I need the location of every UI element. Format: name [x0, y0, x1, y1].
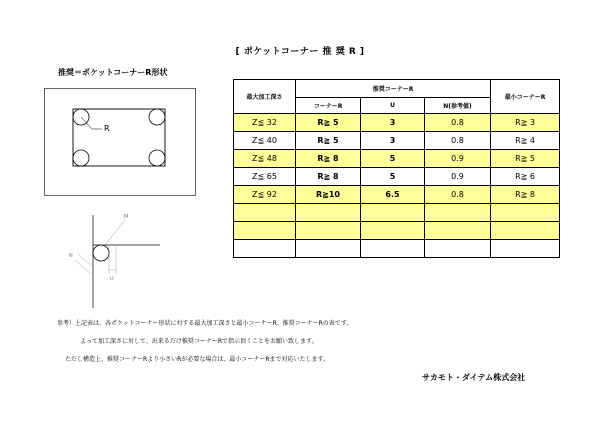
- cell-min: R≧ 8: [491, 186, 560, 204]
- corner-r-table: [233, 79, 560, 258]
- cell-corner: R≧ 5: [296, 114, 361, 132]
- header-n-ref: N(参考値): [425, 98, 491, 114]
- table-row: [234, 132, 560, 150]
- table-header-row: [234, 80, 560, 98]
- diagram-heading: 推奨＝ポケットコーナーR形状: [58, 68, 168, 77]
- table-row: [234, 150, 560, 168]
- cell-n: [425, 204, 491, 222]
- cell-min: [491, 204, 560, 222]
- pocket-corner-diagram: [44, 88, 196, 196]
- cell-n: [425, 222, 491, 240]
- cell-min: R≧ 4: [491, 132, 560, 150]
- cell-n: [425, 240, 491, 258]
- cell-depth: Z≦ 40: [234, 132, 296, 150]
- cell-depth: [234, 240, 296, 258]
- cell-u: [361, 204, 425, 222]
- cell-min: R≧ 3: [491, 114, 560, 132]
- table-row: [234, 186, 560, 204]
- cell-u: [361, 222, 425, 240]
- cell-corner: R≧ 5: [296, 132, 361, 150]
- cell-depth: Z≦ 65: [234, 168, 296, 186]
- cell-n: 0.8: [425, 114, 491, 132]
- cell-corner: R≧10: [296, 186, 361, 204]
- company-name: サカモト・ダイテム株式会社: [422, 373, 526, 382]
- table-row: [234, 114, 560, 132]
- cell-u: 5: [361, 168, 425, 186]
- note-line-2: よって加工深さに対して、出来るだけ推奨コーナーRで指示頂くことをお願い致します。: [80, 338, 318, 345]
- n-label: N: [69, 253, 73, 259]
- table-row: [234, 222, 560, 240]
- cell-u: 3: [361, 132, 425, 150]
- header-max-depth: 最大加工深さ: [234, 80, 296, 114]
- cell-n: 0.9: [425, 150, 491, 168]
- cell-n: 0.9: [425, 168, 491, 186]
- cell-corner: [296, 204, 361, 222]
- cell-depth: [234, 222, 296, 240]
- m-label: M: [124, 214, 129, 220]
- cell-corner: [296, 240, 361, 258]
- header-u: U: [361, 98, 425, 114]
- corner-section-diagram: [58, 210, 168, 310]
- cell-min: R≧ 6: [491, 168, 560, 186]
- header-min-corner: 最小コーナーR: [491, 80, 560, 114]
- table-row: [234, 240, 560, 258]
- cell-corner: R≧ 8: [296, 150, 361, 168]
- header-corner-r: コーナーR: [296, 98, 361, 114]
- cell-depth: Z≦ 48: [234, 150, 296, 168]
- cell-u: 5: [361, 150, 425, 168]
- cell-corner: R≧ 8: [296, 168, 361, 186]
- cell-n: 0.8: [425, 186, 491, 204]
- cell-u: [361, 240, 425, 258]
- header-recommended-group: 推奨コーナーR: [296, 80, 491, 98]
- cell-min: [491, 222, 560, 240]
- cell-min: R≧ 5: [491, 150, 560, 168]
- page-title: [ ポケットコーナー 推 奨 R ]: [235, 47, 365, 57]
- cell-u: 6.5: [361, 186, 425, 204]
- u-label: U: [110, 276, 114, 282]
- cell-depth: Z≦ 92: [234, 186, 296, 204]
- cell-min: [491, 240, 560, 258]
- table-row: [234, 168, 560, 186]
- table-row: [234, 204, 560, 222]
- cell-corner: [296, 222, 361, 240]
- cell-depth: Z≦ 32: [234, 114, 296, 132]
- cell-u: 3: [361, 114, 425, 132]
- note-line-3: ただし構造上、推奨コーナーRより小さいRが必要な場合は、最小コーナーRまで対応いたします。: [65, 356, 330, 363]
- r-label: R: [104, 124, 110, 133]
- cell-n: 0.8: [425, 132, 491, 150]
- note-line-1: 参考）上記表は、各ポケットコーナー形状に対する最大加工深さと最小コーナーR、推奨コーナーRの表です。: [57, 320, 353, 327]
- cell-depth: [234, 204, 296, 222]
